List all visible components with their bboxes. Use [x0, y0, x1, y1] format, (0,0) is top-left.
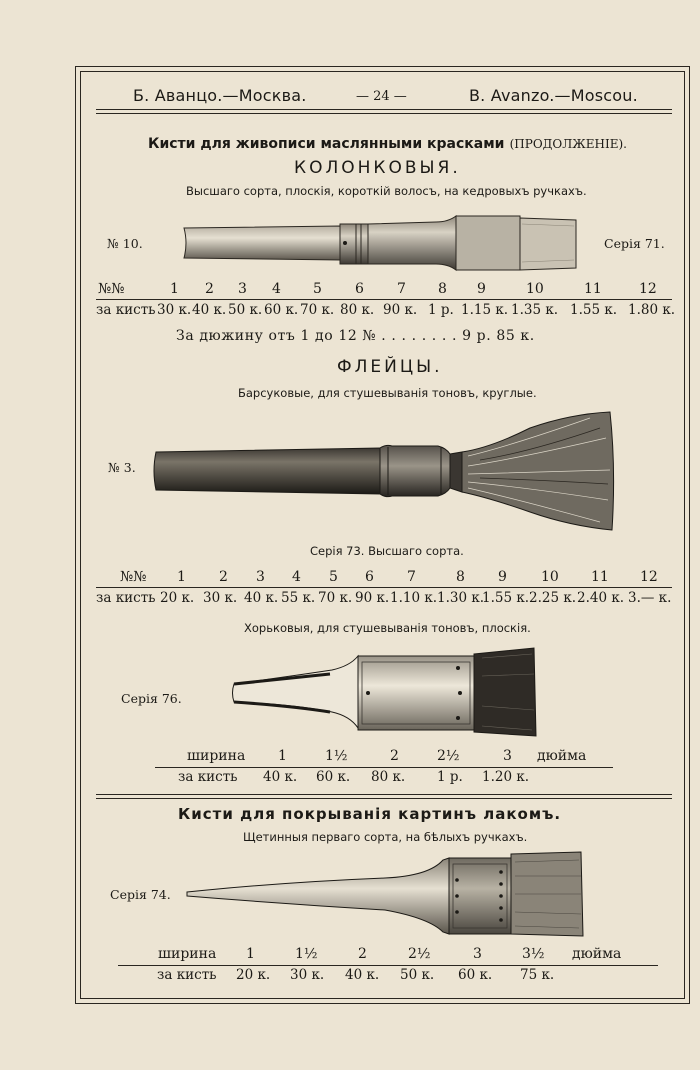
section3-description: Хорьковыя, для стушевыванiя тоновъ, плоскiя. — [244, 621, 531, 635]
header-right: В. Avanzo.—Moscou. — [469, 86, 638, 105]
section2-size: 8 — [456, 569, 465, 585]
section3-price: 80 к. — [371, 769, 406, 785]
section3-bottom-rule — [96, 794, 672, 799]
section2-description: Барсуковые, для стушевыванiя тоновъ, круглые. — [238, 386, 537, 400]
section1-price: 1.35 к. — [511, 302, 559, 318]
section1-size: 3 — [238, 281, 247, 297]
section1-price: 50 к. — [228, 302, 263, 318]
section3-table-rule — [155, 767, 613, 768]
section2-size: 4 — [292, 569, 301, 585]
section4-series: Серiя 74. — [110, 887, 171, 902]
section2-size: 5 — [329, 569, 338, 585]
header-left: Б. Аванцо.—Москва. — [133, 86, 307, 105]
section4-title: Кисти для покрыванiя картинъ лакомъ. — [178, 805, 562, 823]
section1-price: 30 к. — [157, 302, 192, 318]
section3-width: 1 — [278, 748, 287, 764]
section2-price: 1.30 к. — [437, 590, 485, 606]
section1-price: 60 к. — [264, 302, 299, 318]
section2-size: 6 — [365, 569, 374, 585]
section1-dozen-price: За дюжину отъ 1 до 12 № . . . . . . . . 9 р. 85 к. — [176, 328, 535, 344]
section4-description: Щетинныя перваго сорта, на бѣлыхъ ручкахъ. — [243, 830, 528, 844]
section1-table-rule — [96, 299, 672, 300]
section1-description: Высшаго сорта, плоскiя, короткiй волосъ, на кедровыхъ ручкахъ. — [186, 184, 587, 198]
section3-price: 60 к. — [316, 769, 351, 785]
section1-size-label: №№ — [98, 281, 125, 297]
section3-price-label: за кисть — [178, 769, 238, 785]
section1-size: 7 — [397, 281, 406, 297]
section1-size: 6 — [355, 281, 364, 297]
section3-unit: дюйма — [537, 748, 587, 764]
section1-price: 90 к. — [383, 302, 418, 318]
section2-price: 2.25 к. — [529, 590, 577, 606]
section1-size: 2 — [205, 281, 214, 297]
flat-sable-brush-illustration — [180, 212, 580, 274]
section2-price: 55 к. — [281, 590, 316, 606]
section1-title-note: (ПРОДОЛЖЕНIЕ). — [509, 137, 627, 151]
section3-width: 2 — [390, 748, 399, 764]
section4-width: 1 — [246, 946, 255, 962]
section1-size: 12 — [639, 281, 657, 297]
section2-price-label: за кисть — [96, 590, 156, 606]
section4-price: 60 к. — [458, 967, 493, 983]
section4-width: 1½ — [295, 946, 318, 962]
varnish-brush-illustration — [185, 850, 585, 940]
section2-price: 3.— к. — [628, 590, 672, 606]
section1-price: 1 р. — [428, 302, 454, 318]
section1-size: 5 — [313, 281, 322, 297]
section2-size: 12 — [640, 569, 658, 585]
section4-width: 2½ — [408, 946, 431, 962]
section1-size: 9 — [477, 281, 486, 297]
section2-table-rule — [96, 587, 672, 588]
header-rule — [96, 109, 672, 114]
section2-size: 1 — [177, 569, 186, 585]
section1-number: № 10. — [107, 236, 143, 251]
section4-width: 3 — [473, 946, 482, 962]
section1-price: 1.55 к. — [570, 302, 618, 318]
section2-heading: ФЛЕЙЦЫ. — [337, 357, 443, 377]
section3-price: 1 р. — [437, 769, 463, 785]
section1-price: 1.15 к. — [461, 302, 509, 318]
section4-price: 30 к. — [290, 967, 325, 983]
section1-size: 10 — [526, 281, 544, 297]
section2-number: № 3. — [108, 460, 136, 475]
section4-width: 3½ — [522, 946, 545, 962]
section2-price: 1.10 к. — [390, 590, 438, 606]
fitch-brush-illustration — [232, 646, 538, 738]
section3-series: Серiя 76. — [121, 691, 182, 706]
section1-series: Серiя 71. — [604, 236, 665, 251]
section1-size: 8 — [438, 281, 447, 297]
section2-price: 1.55 к. — [482, 590, 530, 606]
section4-width: 2 — [358, 946, 367, 962]
section3-width: 3 — [503, 748, 512, 764]
section2-size: 11 — [591, 569, 609, 585]
badger-blender-brush-illustration — [150, 408, 618, 534]
section2-price: 40 к. — [244, 590, 279, 606]
section4-width-label: ширина — [158, 946, 217, 962]
section1-size: 4 — [272, 281, 281, 297]
section2-price: 90 к. — [355, 590, 390, 606]
section3-price: 40 к. — [263, 769, 298, 785]
section1-price-label: за кисть — [96, 302, 156, 318]
page-number: — 24 — — [356, 89, 407, 104]
section1-heading: КОЛОНКОВЫЯ. — [294, 158, 461, 178]
section2-size: 2 — [219, 569, 228, 585]
section2-price: 70 к. — [318, 590, 353, 606]
section2-size: 3 — [256, 569, 265, 585]
section1-price: 80 к. — [340, 302, 375, 318]
section2-caption: Серiя 73. Высшаго сорта. — [310, 544, 464, 558]
section1-price: 1.80 к. — [628, 302, 676, 318]
section2-price: 30 к. — [203, 590, 238, 606]
section4-unit: дюйма — [572, 946, 622, 962]
section3-price: 1.20 к. — [482, 769, 530, 785]
section2-size: 9 — [498, 569, 507, 585]
section4-price: 50 к. — [400, 967, 435, 983]
section3-width: 2½ — [437, 748, 460, 764]
section2-size-label: №№ — [120, 569, 147, 585]
section4-price-label: за кисть — [157, 967, 217, 983]
section3-width-label: ширина — [187, 748, 246, 764]
section1-title: Кисти для живописи маслянными красками — [148, 136, 505, 152]
section1-title-line — [148, 133, 627, 152]
section4-price: 75 к. — [520, 967, 555, 983]
section2-size: 10 — [541, 569, 559, 585]
section4-price: 20 к. — [236, 967, 271, 983]
section3-width: 1½ — [325, 748, 348, 764]
section2-size: 7 — [407, 569, 416, 585]
section4-table-rule — [118, 965, 658, 966]
section1-size: 1 — [170, 281, 179, 297]
section1-price: 70 к. — [300, 302, 335, 318]
section1-price: 40 к. — [192, 302, 227, 318]
section4-price: 40 к. — [345, 967, 380, 983]
section2-price: 2.40 к. — [577, 590, 625, 606]
section1-size: 11 — [584, 281, 602, 297]
section2-price: 20 к. — [160, 590, 195, 606]
